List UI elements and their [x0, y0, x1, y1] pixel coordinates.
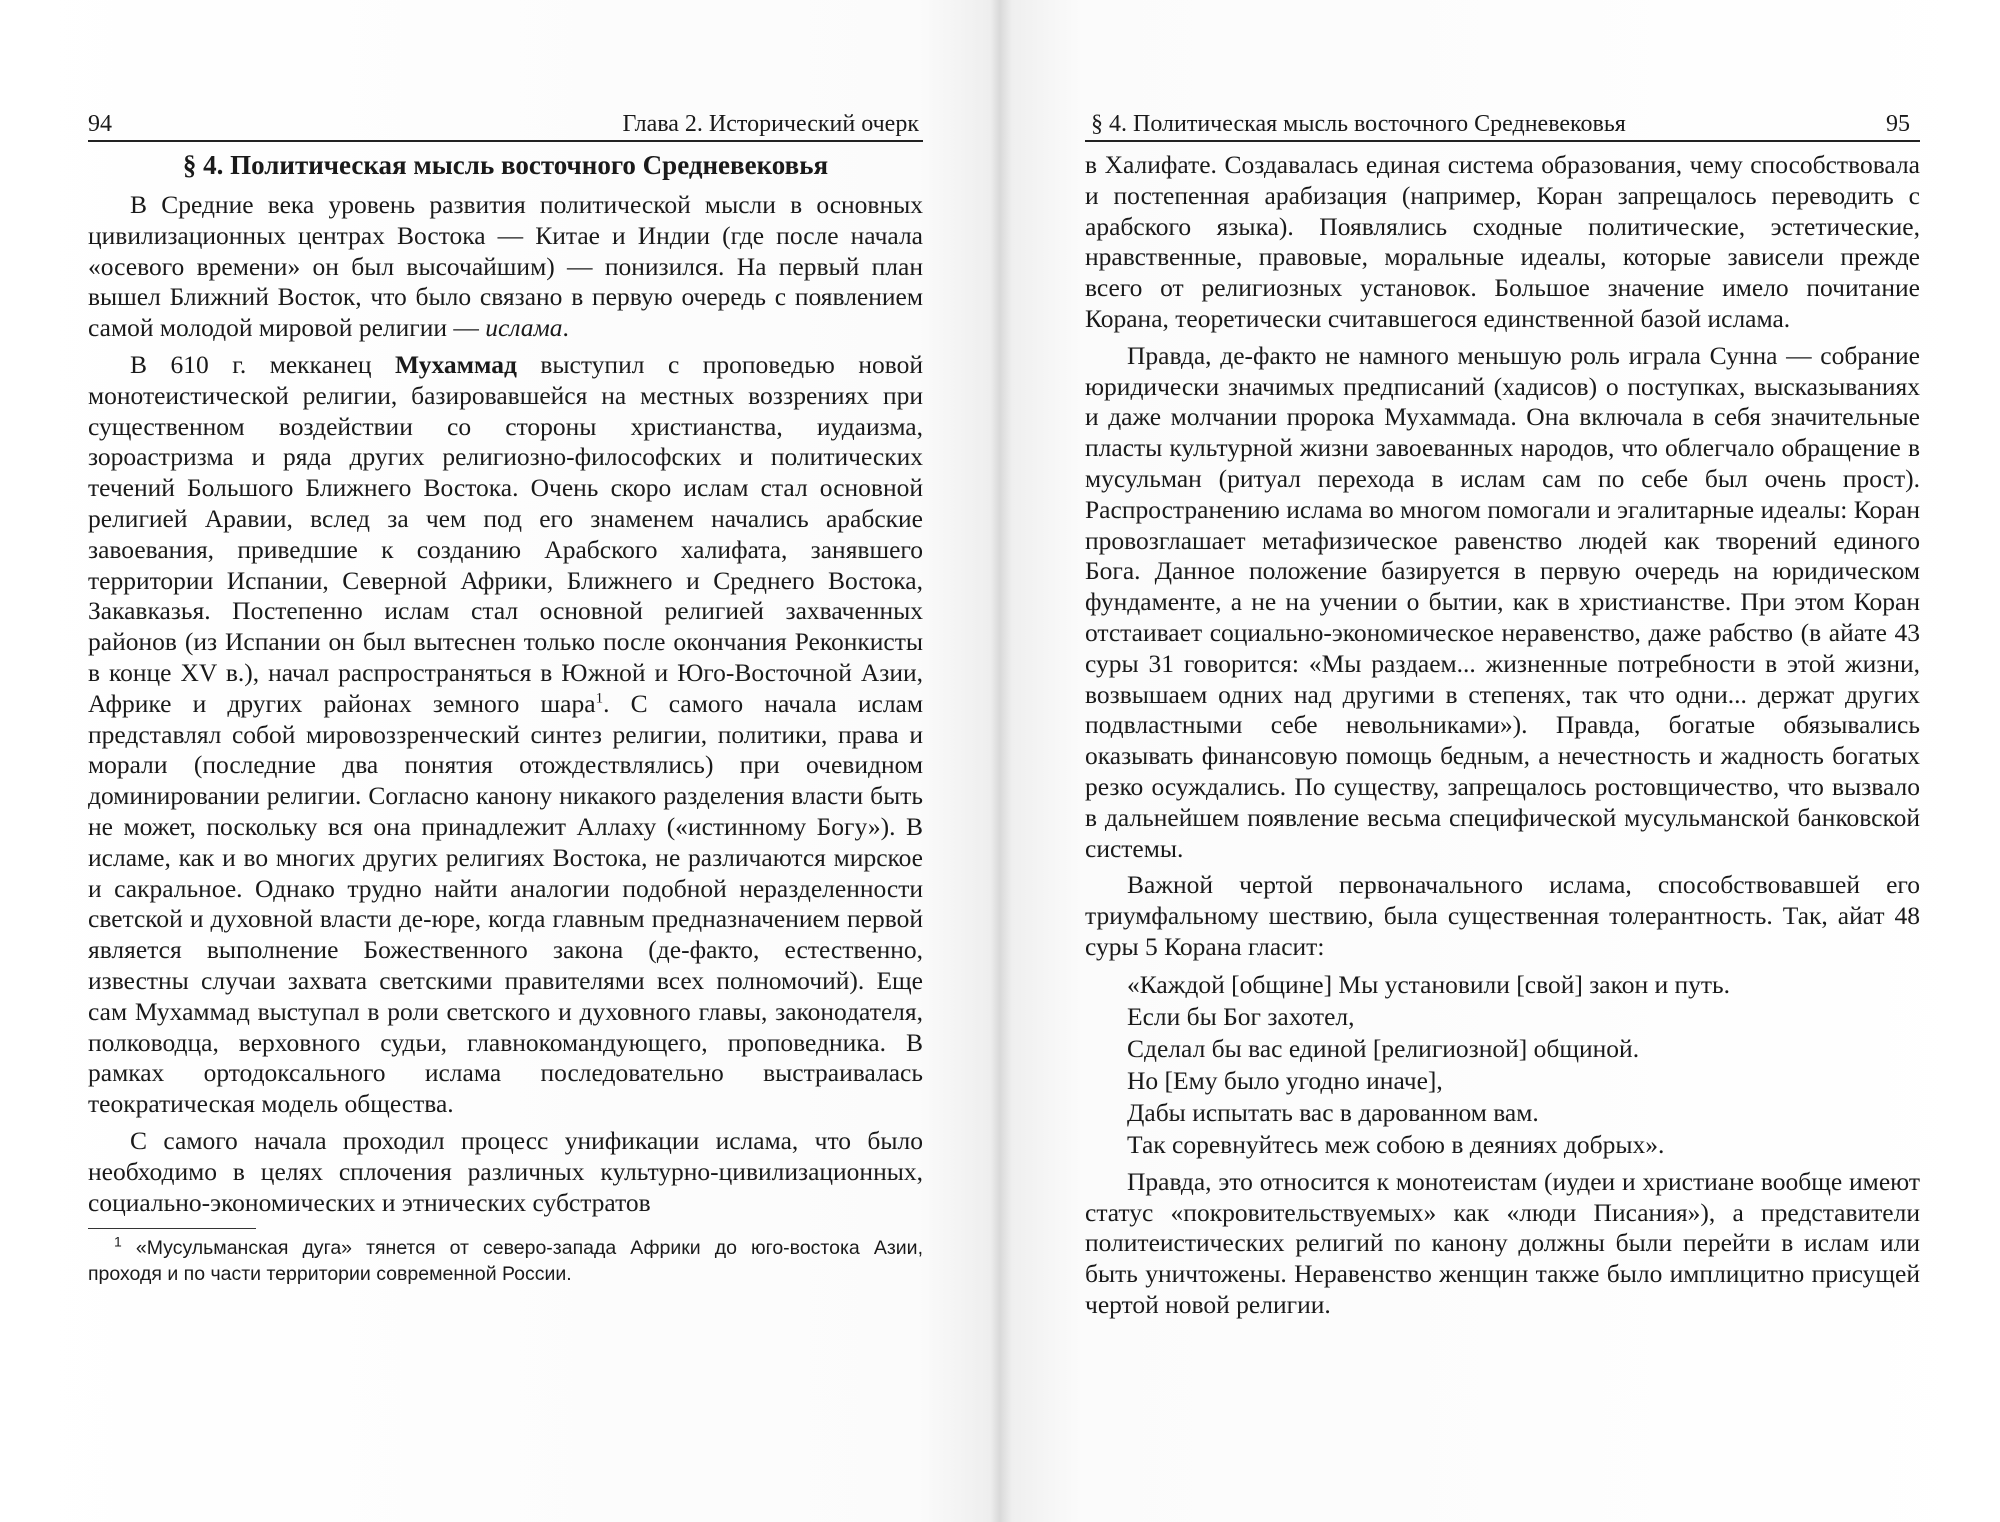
quran-quote	[1127, 969, 1920, 1161]
left-paragraph-2	[88, 350, 923, 1120]
right-running-head	[1085, 108, 1920, 142]
quote-line: Сделал бы вас единой [религиозной] общиной.	[1127, 1033, 1640, 1063]
left-p2-text2: . С самого начала ислам представлял собой мировоззренческий синтез религии, политики, права и морали (последние два понятия отождествлялись) при очевидном доминировании религии. Согласно канону никакого разделения власти быть не может, поскольку вся она принадлежит Аллаху («истинному Богу»). В исламе, как и во многих других религиях Востока, не различаются мирское и сакральное. Однако трудно найти аналогии подобной неразделенности светской и духовной власти де-юре, когда главным предназначением первой является выполнение Божественного закона (де-факто, естественно, известны случаи захвата светскими правителями всех полномочий). Еще сам Мухаммад выступал в роли светского и духовного главы, законодателя, полководца, верховного судьи, главнокомандующего, проповедника. В рамках ортодоксального ислама последовательно выстраивалась теократическая модель общества.	[88, 688, 923, 1119]
footnote	[88, 1235, 923, 1287]
left-running-head	[88, 108, 923, 142]
quote-line: Дабы испытать вас в дарованном вам.	[1127, 1097, 1539, 1127]
right-paragraph-2: Правда, де-факто не намного меньшую роль играла Сунна — собрание юридически значимых предписаний (хадисов) о поступках, высказываниях и даже молчании пророка Мухаммада. Она включала в себя значительные пласты культурной жизни завоеванных народов, что облегчало обращение в мусульман (ритуал перехода в ислам сам по себе был очень прост). Распространению ислама во многом помогали и эгалитарные идеалы: Коран провозглашает метафизическое равенство людей как творений единого Бога. Данное положение базируется в первую очередь на юридическом фундаменте, а не на учении о бытии, как в христианстве. При этом Коран отстаивает социально-экономическое неравенство, даже рабство (в айате 43 суры 31 говорится: «Мы раздаем... жизненные потребности в этой жизни, возвышаем одних над другими в степенях, так что одни... держат других подвластными себе невольниками»). Правда, богатые обязывались оказывать финансовую помощь бедным, а нечестность и жадность богатых резко осуждались. По существу, запрещалось ростовщичество, что вызвало в дальнейшем появление весьма специфической мусульманской банковской системы.	[1085, 340, 1920, 863]
left-p2-text: выступил с проповедью новой монотеистической религии, базировавшейся на местных воззрениях при существенном воздействии со стороны христианства, иудаизма, зороастризма и ряда других религиозно-философских и политических течений Большого Ближнего Востока. Очень скоро ислам стал основной религией Аравии, вслед за чем под его знаменем начались арабские завоевания, приведшие к созданию Арабского халифата, занявшего территории Испании, Северной Африки, Ближнего и Среднего Востока, Закавказья. Постепенно ислам стал основной религией захваченных районов (из Испании он был вытеснен только после окончания Реконкисты в конце XV в.), начал распространяться в Южной и Юго-Восточной Азии, Африке и других районах земного шара	[88, 349, 923, 718]
quote-line: Так соревнуйтесь меж собою в деяниях добрых».	[1127, 1129, 1665, 1159]
right-running-title: § 4. Политическая мысль восточного Средневековья	[1091, 111, 1626, 137]
footnote-ref[interactable]: 1	[595, 690, 604, 707]
left-paragraph-1	[88, 190, 923, 344]
left-body-text	[88, 190, 923, 1218]
quote-line: «Каждой [общине] Мы установили [свой] закон и путь.	[1127, 969, 1731, 999]
left-p1-emphasis: ислама	[485, 313, 563, 343]
left-running-title: Глава 2. Исторический очерк	[622, 111, 919, 137]
left-p1-text: В Средние века уровень развития политической мысли в основных цивилизационных центрах Востока — Китае и Индии (где после начала «осевого времени» он был высочайшим) — понизился. На первый план вышел Ближний Восток, что было связано в первую очередь с появлением самой молодой мировой религии —	[88, 190, 923, 343]
left-paragraph-3: С самого начала проходил процесс унификации ислама, что было необходимо в целях сплочения различных культурно-цивилизационных, социально-экономических и этнических субстратов	[88, 1125, 923, 1217]
footnote-divider	[88, 1228, 256, 1229]
right-paragraph-1: в Халифате. Создавалась единая система образования, чему способствовала и постепенная арабизация (например, Коран запрещалось переводить с арабского языка). Появлялись сходные политические, эстетические, нравственные, правовые, моральные идеалы, которые зависели прежде всего от религиозных установок. Большое значение имело почитание Корана, теоретически считавшегося единственной базой ислама.	[1085, 150, 1920, 333]
quote-line: Если бы Бог захотел,	[1127, 1001, 1355, 1031]
quote-line: Но [Ему было угодно иначе],	[1127, 1065, 1443, 1095]
right-paragraph-3: Важной чертой первоначального ислама, способствовавшей его триумфальному шествию, была существенная толерантность. Так, айат 48 суры 5 Корана гласит:	[1085, 870, 1920, 961]
left-p1-tail: .	[562, 313, 569, 343]
footnote-text: «Мусульманская дуга» тянется от северо-запада Африки до юго-востока Азии, проходя и по части территории современной России.	[88, 1237, 923, 1286]
left-p2-name: Мухаммад	[395, 349, 517, 379]
right-page-number: 95	[1886, 111, 1910, 137]
left-p2-pre: В 610 г. мекканец	[130, 349, 372, 379]
section-title: § 4. Политическая мысль восточного Средневековья	[182, 150, 829, 180]
right-paragraph-4: Правда, это относится к монотеистам (иудеи и христиане вообще имеют статус «покровительствуемых» как «люди Писания»), а представители политеистических религий по канону должны были перейти в ислам или быть уничтожены. Неравенство женщин также было имплицитно присущей чертой новой религии.	[1085, 1166, 1920, 1319]
right-page	[1085, 108, 1920, 1327]
left-page-number: 94	[88, 111, 112, 137]
right-body-text	[1085, 150, 1920, 1321]
left-page	[88, 108, 923, 1287]
footnote-mark: 1	[114, 1233, 122, 1250]
